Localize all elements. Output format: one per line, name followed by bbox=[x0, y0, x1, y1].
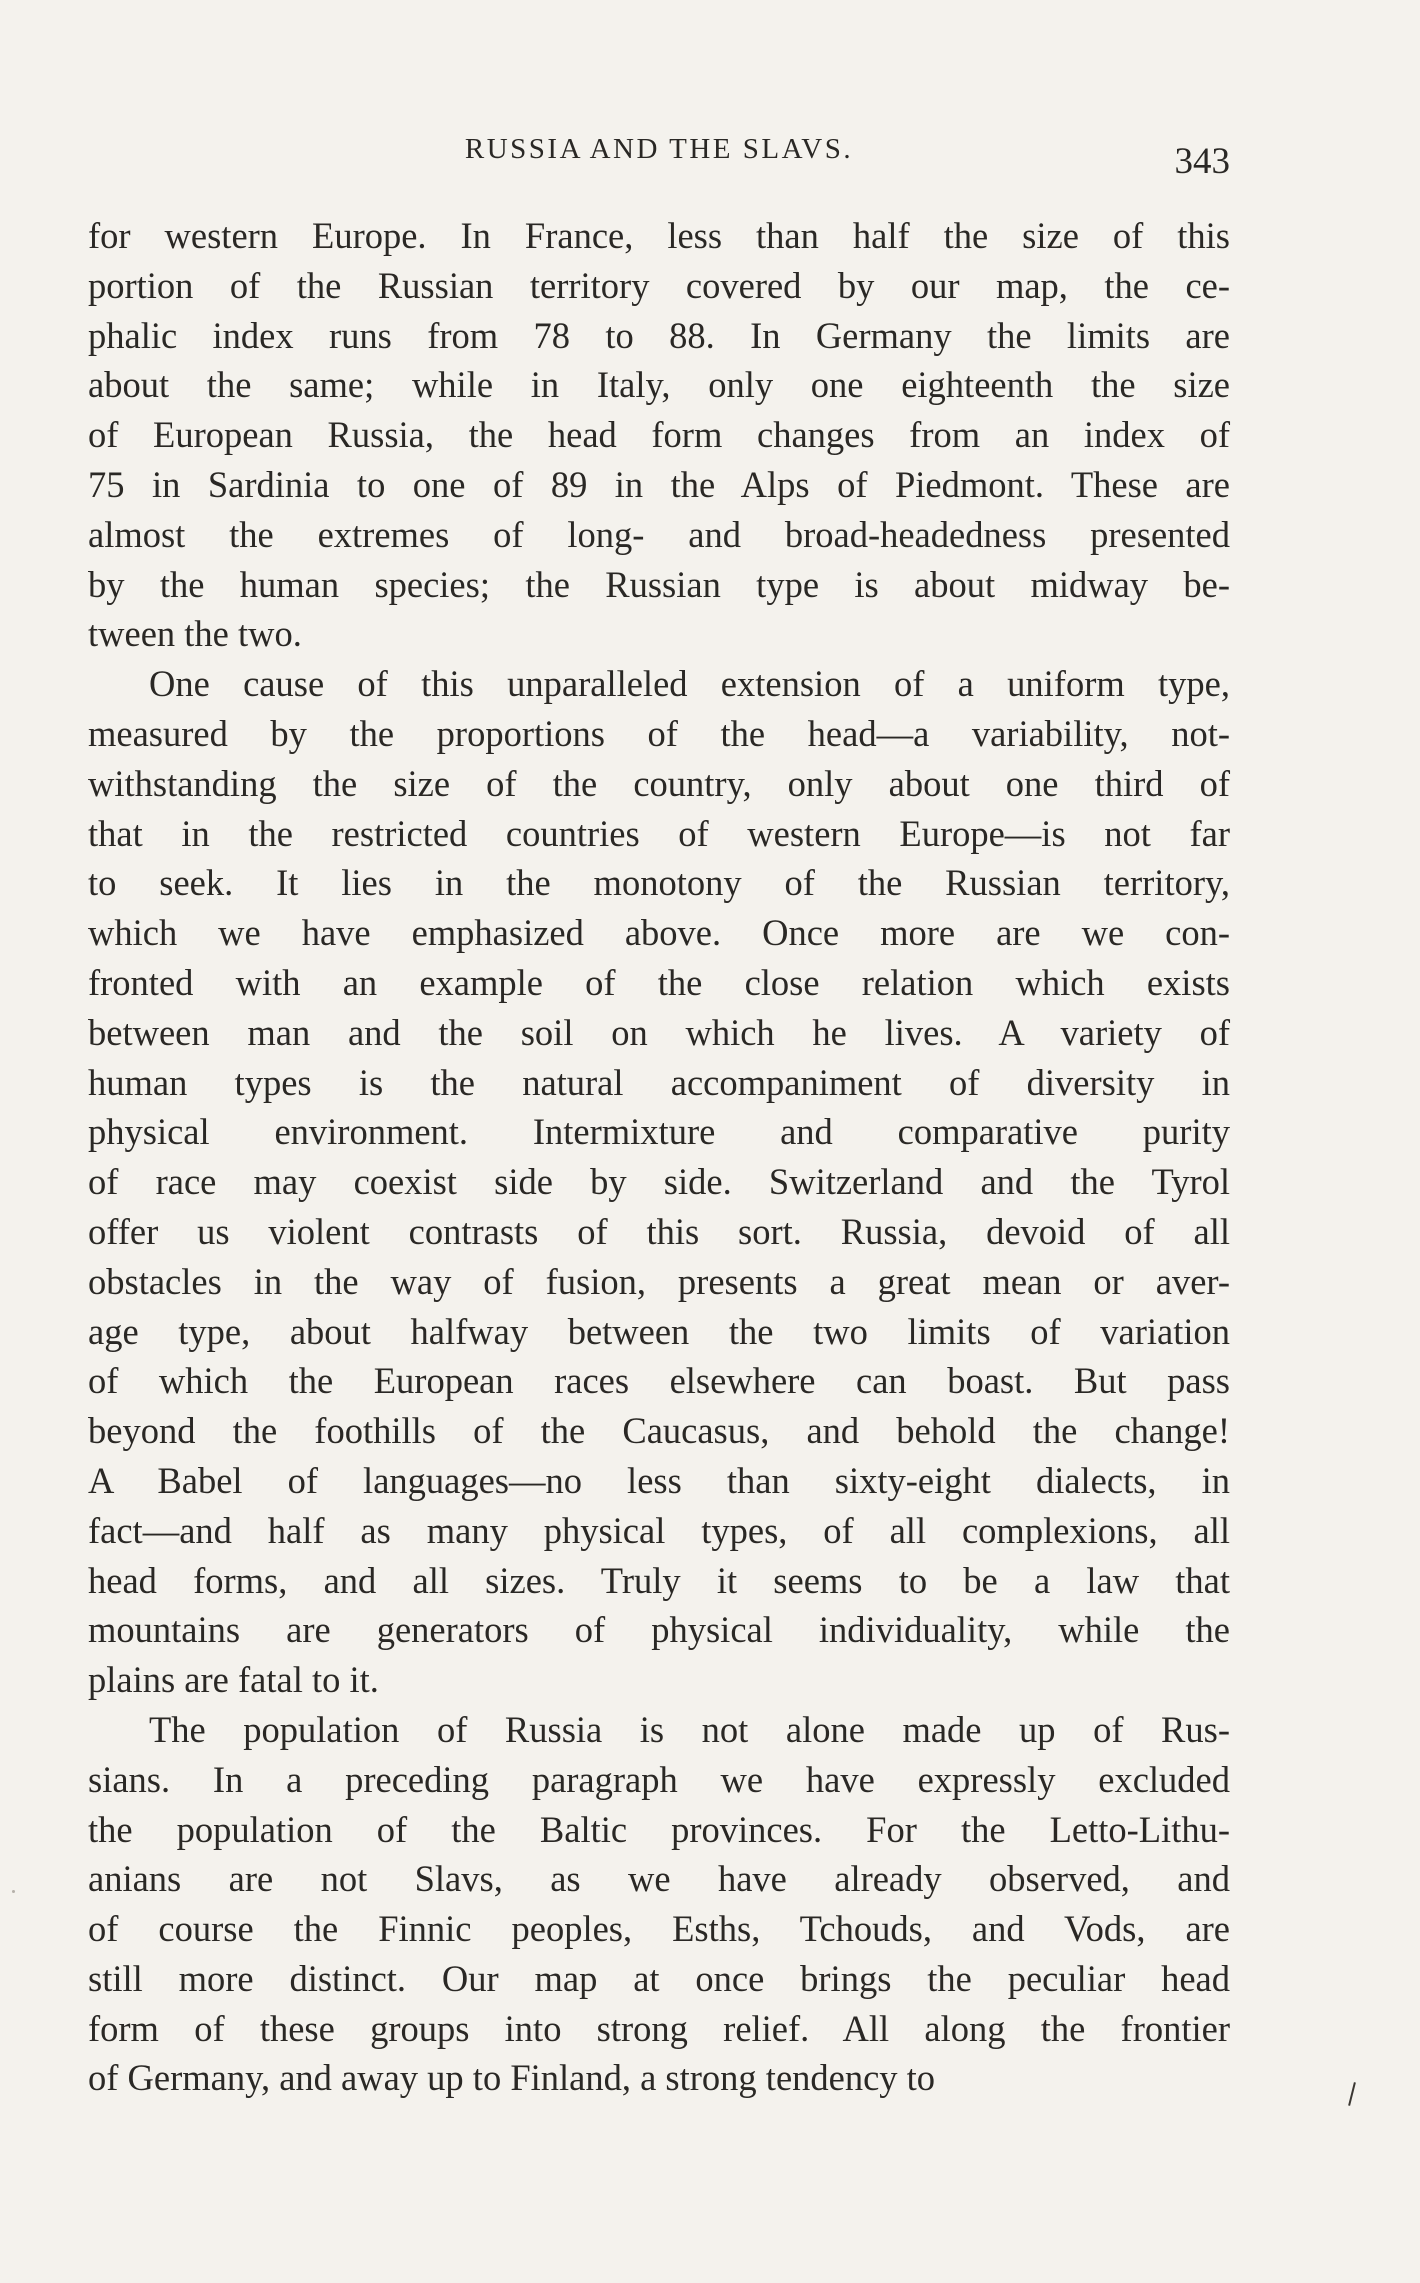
text-line: of Germany, and away up to Finland, a strong tendency to bbox=[88, 2057, 936, 2099]
text-line: form of these groups into strong relief. All along the frontier bbox=[88, 2007, 1230, 2049]
text-line: tween the two. bbox=[88, 613, 302, 655]
text-line: A Babel of languages—no less than sixty-eight dialects, in bbox=[88, 1459, 1230, 1501]
text-line: One cause of this unparalleled extension of a uniform type, bbox=[149, 663, 1230, 705]
text-line: between man and the soil on which he lives. A variety of bbox=[88, 1011, 1230, 1053]
text-line: head forms, and all sizes. Truly it seems to be a law that bbox=[88, 1559, 1230, 1601]
paragraph bbox=[88, 1705, 1230, 2103]
text-line: almost the extremes of long- and broad-headedness presented bbox=[88, 513, 1230, 555]
margin-speck bbox=[12, 1890, 15, 1893]
text-line: which we have emphasized above. Once more are we con- bbox=[88, 912, 1230, 954]
text-line: phalic index runs from 78 to 88. In Germany the limits are bbox=[88, 314, 1230, 356]
text-line: portion of the Russian territory covered by our map, the ce- bbox=[88, 264, 1230, 306]
text-line: the population of the Baltic provinces. For the Letto-Lithu- bbox=[88, 1808, 1230, 1850]
text-line: about the same; while in Italy, only one eighteenth the size bbox=[88, 364, 1230, 406]
paragraph bbox=[88, 659, 1230, 1705]
paragraph bbox=[88, 211, 1230, 659]
margin-mark bbox=[1348, 2082, 1356, 2106]
text-line: to seek. It lies in the monotony of the Russian territory, bbox=[88, 862, 1230, 904]
running-title: RUSSIA AND THE SLAVS. bbox=[464, 133, 854, 165]
text-line: 75 in Sardinia to one of 89 in the Alps of Piedmont. These are bbox=[88, 463, 1230, 505]
text-line: still more distinct. Our map at once brings the peculiar head bbox=[88, 1957, 1230, 1999]
text-line: age type, about halfway between the two limits of variation bbox=[88, 1310, 1230, 1352]
text-line: of course the Finnic peoples, Esths, Tchouds, and Vods, are bbox=[88, 1908, 1230, 1950]
text-line: mountains are generators of physical individuality, while the bbox=[88, 1609, 1230, 1651]
text-line: human types is the natural accompaniment of diversity in bbox=[88, 1061, 1230, 1103]
text-line: fact—and half as many physical types, of all complexions, all bbox=[88, 1509, 1230, 1551]
text-line: offer us violent contrasts of this sort. Russia, devoid of all bbox=[88, 1210, 1230, 1252]
text-line: anians are not Slavs, as we have already observed, and bbox=[88, 1858, 1230, 1900]
text-line: measured by the proportions of the head—a variability, not- bbox=[88, 712, 1230, 754]
text-line: physical environment. Intermixture and comparative purity bbox=[88, 1111, 1230, 1153]
text-line: withstanding the size of the country, only about one third of bbox=[88, 762, 1230, 804]
body-text bbox=[88, 211, 1230, 2103]
text-line: fronted with an example of the close relation which exists bbox=[88, 961, 1230, 1003]
text-line: of European Russia, the head form changes from an index of bbox=[88, 414, 1230, 456]
text-line: by the human species; the Russian type is about midway be- bbox=[88, 563, 1230, 605]
text-line: of race may coexist side by side. Switzerland and the Tyrol bbox=[88, 1161, 1230, 1203]
text-line: that in the restricted countries of western Europe—is not far bbox=[88, 812, 1230, 854]
running-head bbox=[88, 128, 1230, 188]
text-line: The population of Russia is not alone made up of Rus- bbox=[149, 1708, 1230, 1750]
text-line: obstacles in the way of fusion, presents a great mean or aver- bbox=[88, 1260, 1230, 1302]
page-number: 343 bbox=[1174, 141, 1230, 182]
text-line: for western Europe. In France, less than half the size of this bbox=[88, 215, 1230, 256]
text-line: of which the European races elsewhere can boast. But pass bbox=[88, 1360, 1230, 1402]
text-line: sians. In a preceding paragraph we have expressly excluded bbox=[88, 1758, 1230, 1800]
text-line: beyond the foothills of the Caucasus, and behold the change! bbox=[88, 1410, 1230, 1452]
text-line: plains are fatal to it. bbox=[88, 1659, 379, 1701]
